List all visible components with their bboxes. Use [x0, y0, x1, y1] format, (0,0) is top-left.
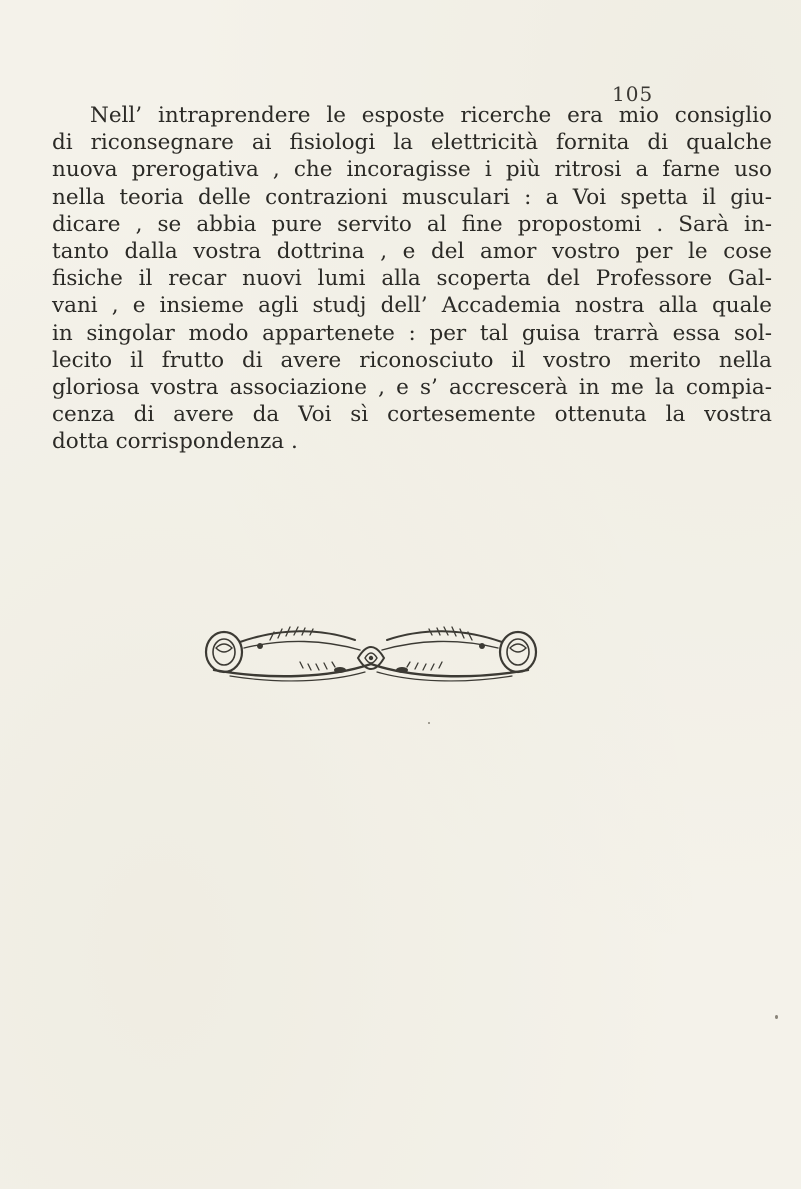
text-line: in singolar modo appartenete : per tal guisa trarrà essa sol-: [52, 320, 772, 346]
paper-speck: [775, 1015, 778, 1019]
paper-speck: [428, 722, 430, 724]
text-line: Nell’ intraprendere le esposte ricerche era mio consiglio: [90, 103, 772, 128]
text-line: lecito il frutto di avere riconosciuto il vostro merito nella: [52, 347, 772, 373]
text-line: tanto dalla vostra dottrina , e del amor vostro per le cose: [52, 239, 772, 265]
text-line: di riconsegnare ai fisiologi la elettricità fornita di qualche: [52, 130, 772, 156]
text-line: nella teoria delle contrazioni musculari : a Voi spetta il giu-: [52, 184, 772, 210]
text-line: dicare , se abbia pure servito al fine propostomi . Sarà in-: [52, 211, 772, 237]
page-number: 105: [612, 82, 654, 106]
body-paragraph: [52, 102, 772, 456]
text-line: fisiche il recar nuovi lumi alla scoperta del Professore Gal-: [52, 266, 772, 292]
decorative-scroll-ornament-icon: [200, 618, 542, 688]
text-line: gloriosa vostra associazione , e s’ accrescerà in me la compia-: [52, 375, 772, 401]
text-line: cenza di avere da Voi sì cortesemente ottenuta la vostra: [52, 402, 772, 428]
text-line: vani , e insieme agli studj dell’ Accademia nostra alla quale: [52, 293, 772, 319]
text-line: nuova prerogativa , che incoragisse i più ritrosi a farne uso: [52, 157, 772, 183]
text-line: dotta corrispondenza .: [52, 429, 298, 455]
